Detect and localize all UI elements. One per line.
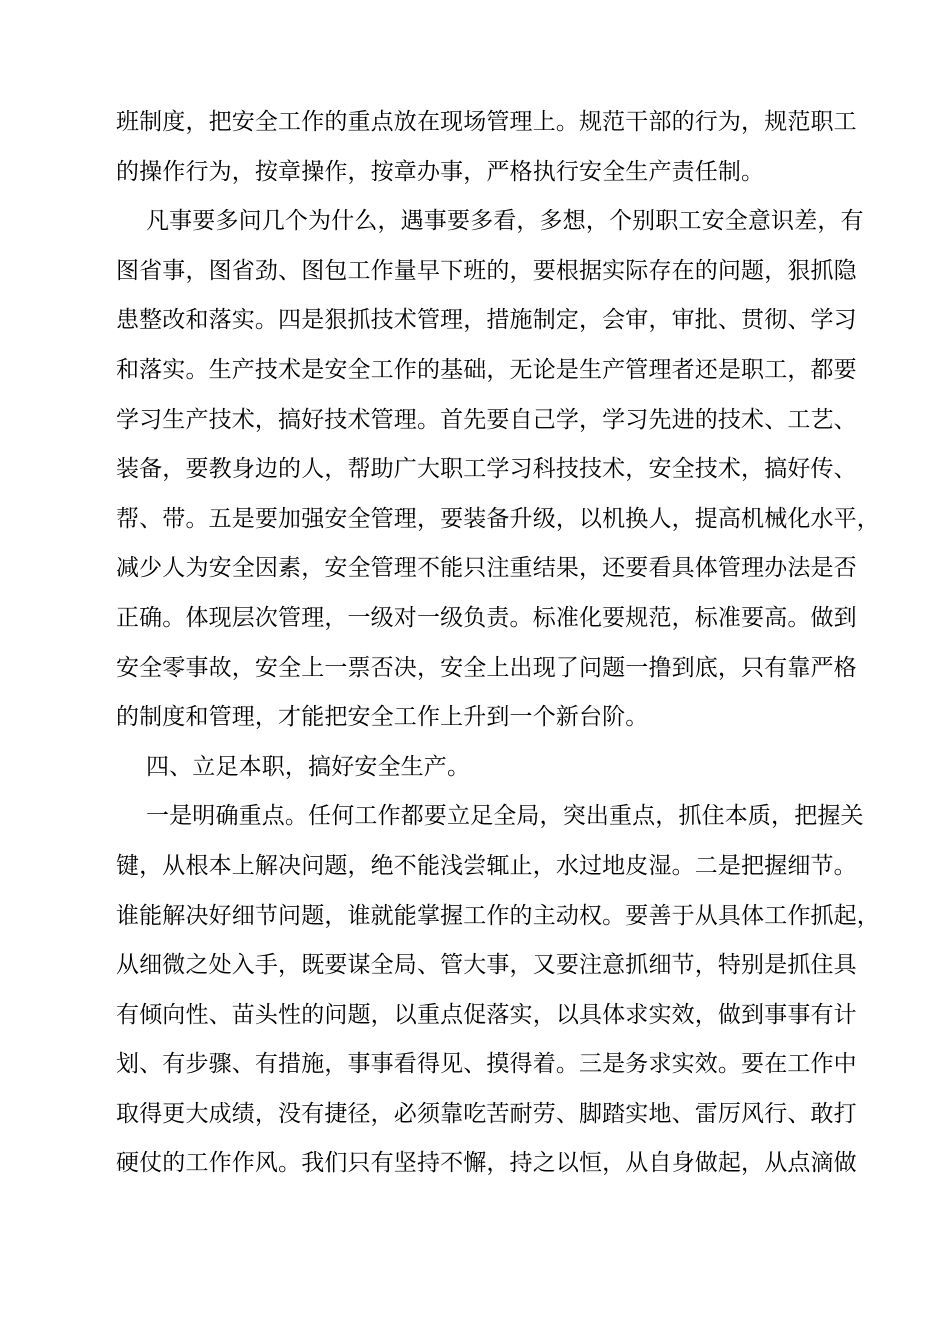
text-line: 安全零事故，安全上一票否决，安全上出现了问题一撸到底，只有靠严格 bbox=[116, 654, 857, 681]
text-line: 一是明确重点。任何工作都要立足全局，突出重点，抓住本质，把握关 bbox=[146, 803, 864, 830]
text-line: 的制度和管理，才能把安全工作上升到一个新台阶。 bbox=[116, 704, 649, 731]
text-line: 谁能解决好细节问题，谁就能掌握工作的主动权。要善于从具体工作抓起， bbox=[116, 902, 880, 929]
section-heading: 四、立足本职，搞好安全生产。 bbox=[146, 753, 471, 780]
text-line: 凡事要多问几个为什么，遇事要多看，多想，个别职工安全意识差，有 bbox=[146, 208, 864, 235]
text-line: 和落实。生产技术是安全工作的基础，无论是生产管理者还是职工，都要 bbox=[116, 356, 857, 383]
text-line: 硬仗的工作作风。我们只有坚持不懈，持之以恒，从自身做起，从点滴做 bbox=[116, 1150, 857, 1177]
text-line: 装备，要教身边的人，帮助广大职工学习科技技术，安全技术，搞好传、 bbox=[116, 456, 857, 483]
text-line: 减少人为安全因素，安全管理不能只注重结果，还要看具体管理办法是否 bbox=[116, 555, 857, 582]
text-line: 有倾向性、苗头性的问题，以重点促落实，以具体求实效，做到事事有计 bbox=[116, 1001, 857, 1028]
text-line: 键，从根本上解决问题，绝不能浅尝辄止，水过地皮湿。二是把握细节。 bbox=[116, 852, 857, 879]
text-line: 取得更大成绩，没有捷径，必须靠吃苦耐劳、脚踏实地、雷厉风行、敢打 bbox=[116, 1100, 857, 1127]
text-line: 从细微之处入手，既要谋全局、管大事，又要注意抓细节，特别是抓住具 bbox=[116, 952, 857, 979]
text-line: 班制度，把安全工作的重点放在现场管理上。规范干部的行为，规范职工 bbox=[116, 109, 857, 135]
text-line: 学习生产技术，搞好技术管理。首先要自己学，学习先进的技术、工艺、 bbox=[116, 406, 857, 433]
text-line: 正确。体现层次管理，一级对一级负责。标准化要规范，标准要高。做到 bbox=[116, 604, 857, 631]
text-line: 划、有步骤、有措施，事事看得见、摸得着。三是务求实效。要在工作中 bbox=[116, 1051, 857, 1078]
text-line: 图省事，图省劲、图包工作量早下班的，要根据实际存在的问题，狠抓隐 bbox=[116, 257, 857, 284]
body-text bbox=[0, 98, 950, 1189]
text-line: 患整改和落实。四是狠抓技术管理，措施制定，会审，审批、贯彻、学习 bbox=[116, 307, 857, 334]
text-line: 的操作行为，按章操作，按章办事，严格执行安全生产责任制。 bbox=[116, 158, 765, 185]
text-line: 帮、带。五是要加强安全管理，要装备升级，以机换人，提高机械化水平， bbox=[116, 505, 880, 532]
